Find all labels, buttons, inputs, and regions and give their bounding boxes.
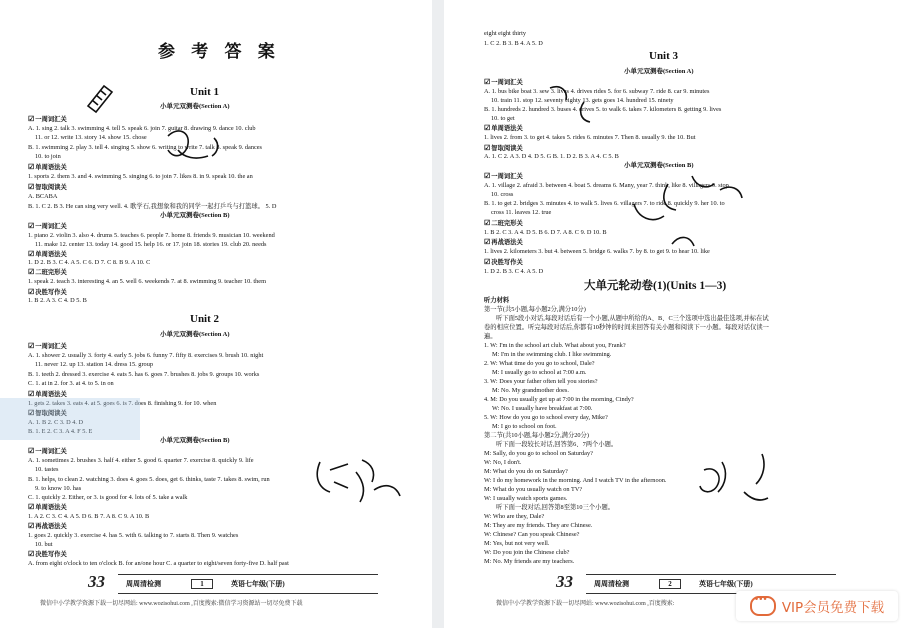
text-line: 3. W: Does your father often tell you stories?	[484, 378, 598, 385]
text-line: 1. B 2. C 3. A 4. D 5. B 6. D 7. A 8. C 9. D 10. B	[484, 229, 607, 236]
text-line: 1. C 2. B 3. B 4. A 5. D	[484, 40, 543, 47]
text-line: 小单元双测卷(Section B)	[624, 162, 694, 169]
page-number: 2	[659, 579, 681, 589]
text-line: 1. sports 2. them 3. and 4. swimming 5. singing 6. to join 7. likes 8. in 9. speak 10. the an	[28, 173, 253, 180]
text-line: Unit 1	[190, 86, 220, 98]
text-line: 10. to get	[491, 115, 515, 122]
text-line: ☑ 一周词汇关	[28, 222, 67, 231]
text-line: 10. tastes	[35, 466, 59, 473]
text-line: A. 1. C 2. A 3. D 4. D 5. G B. 1. D 2. B 3. A 4. C 5. B	[484, 153, 619, 160]
text-line: 听力材料	[484, 297, 510, 304]
footer-brand: 周周清检测	[594, 580, 629, 588]
text-line: A. 1. sometimes 2. brushes 3. half 4. either 5. good 6. quarter 7. exercise 8. quickly 9. life	[28, 457, 254, 464]
footer-subject: 英语七年级(下册)	[231, 580, 285, 588]
text-line: M: No. My grandmother does.	[492, 387, 569, 394]
text-line: A. 1. village 2. afraid 3. between 4. boat 5. dreams 6. Many, year 7. think, like 8. villagers 9. stop	[484, 182, 729, 189]
text-line: ☑ 二班完形关	[28, 268, 67, 277]
text-line: ☑ 一周词汇关	[28, 342, 67, 351]
text-line: M: No. My friends are my teachers.	[484, 558, 575, 565]
text-line: 小单元双测卷(Section B)	[160, 437, 230, 444]
left-page	[0, 0, 432, 628]
text-line: B. 1. swimming 2. play 3. tell 4. singing 5. show 6. writing to write 7. talk 8. speak 9. dances	[28, 144, 263, 151]
text-line: A. 1. sing 2. talk 3. swimming 4. tell 5. speak 6. join 7. guitar 8. drawing 9. dance 10. club	[28, 125, 256, 132]
text-line: W: I do my homework in the morning. And I watch TV in the afternoon.	[484, 477, 667, 484]
text-line: 5. W: How do you go to school every day, Mike?	[484, 414, 608, 421]
text-line: 1. piano 2. violin 3. also 4. drums 5. teaches 6. people 7. home 8. friends 9. musician 10. weekend	[28, 232, 275, 239]
text-line: M: They are my friends. They are Chinese.	[484, 522, 593, 529]
text-line: 1. D 2. B 3. C 4. A 5. C 6. D 7. C 8. B 9. A 10. C	[28, 259, 151, 266]
text-line: B. 1. C 2. B 3. He can sing very well. 4. 歌学石,我想象和我的同学一起打乒乓与打篮球。 5. D	[28, 203, 277, 210]
text-line: ☑ 决胜写作关	[28, 550, 67, 559]
text-line: A. 1. B 2. C 3. D 4. D	[28, 419, 84, 426]
text-line: cross 11. leaves 12. true	[491, 209, 552, 216]
text-line: ☑ 单周语法关	[28, 250, 67, 259]
text-line: 9. to know 10. has	[35, 485, 82, 492]
text-line: 1. goes 2. quickly 3. exercise 4. has 5. with 6. talking to 7. starts 8. Then 9. watches	[28, 532, 239, 539]
text-line: ☑ 一周词汇关	[484, 78, 523, 87]
text-line: 11. or 12. write 13. story 14. show 15. chose	[35, 134, 147, 141]
download-notice: 微信中小学教学资源下载一切尽网站: www.wozisohui.com ,百度搜索:	[496, 601, 675, 607]
text-line: A. BCABA	[28, 193, 58, 200]
vip-download-button[interactable]	[736, 591, 898, 621]
text-line: W: Chinese? Can you speak Chinese?	[484, 531, 580, 538]
brand-logo: 33	[88, 572, 105, 591]
text-line: ☑ 智取阅读关	[28, 183, 67, 192]
text-line: ☑ 单周语法关	[28, 163, 67, 172]
text-line: 4. M: Do you usually get up at 7:00 in the morning, Cindy?	[484, 396, 634, 403]
text-line: ☑ 智取阅读关	[28, 409, 67, 418]
text-line: 1. A 2. C 3. C 4. A 5. D 6. B 7. A 8. C 9. A 10. B	[28, 513, 150, 520]
vip-download-label: VIP会员免费下载	[781, 600, 885, 616]
footer-brand: 周周清检测	[126, 580, 161, 588]
text-line: M: I'm in the swimming club. I like swimming.	[492, 351, 612, 358]
text-line: B. 1. E 2. C 3. A 4. F 5. E	[28, 428, 93, 435]
footer-subject: 英语七年级(下册)	[699, 580, 753, 588]
text-line: M: I usually go to school at 7:00 a.m.	[492, 369, 587, 376]
text-line: M: I go to school on foot.	[492, 423, 557, 430]
text-line: 小单元双测卷(Section B)	[160, 212, 230, 219]
text-line: 2. W: What time do you go to school, Dale?	[484, 360, 595, 367]
text-line: 1. lives 2. kilometers 3. but 4. between 5. bridge 6. walks 7. by 8. to get 9. to hear 10. like	[484, 248, 710, 255]
text-line: M: What do you usually watch on TV?	[484, 486, 583, 493]
text-line: M: Sally, do you go to school on Saturday?	[484, 450, 593, 457]
text-line: 10. train 11. stop 12. seventy eighty 13. gets goes 14. hundred 15. ninety	[491, 97, 674, 104]
text-line: ☑ 决胜写作关	[484, 258, 523, 267]
text-line: 11. make 12. center 13. today 14. good 15. help 16. or 17. join 18. stories 19. club 20. needs	[35, 241, 267, 248]
text-line: 1. speak 2. teach 3. interesting 4. an 5. well 6. weekends 7. at 8. swimming 9. teacher 10. them	[28, 278, 266, 285]
text-line: A. 1. shower 2. usually 3. forty 4. early 5. jobs 6. funny 7. fifty 8. exercises 9. brush 10. night	[28, 352, 264, 359]
text-line: 小单元双测卷(Section A)	[160, 103, 230, 110]
text-line: A. 1. bus bike boat 3. sew 3. lives 4. drives rides 5. for 6. subway 7. ride 8. car 9. minutes	[484, 88, 710, 95]
text-line: ☑ 再战语法关	[484, 238, 523, 247]
right-page	[444, 0, 904, 628]
text-line: 听下面一段对话,回答第8至第10三个小题。	[496, 504, 615, 511]
text-line: 小单元双测卷(Section A)	[624, 68, 694, 75]
text-line: 听下面一段较长对话,回答第6、7两个小题。	[496, 441, 618, 448]
text-line: B. 1. teeth 2. dressed 3. exercise 4. eats 5. has 6. goes 7. brushes 8. jobs 9. groups 10. works	[28, 371, 260, 378]
text-line: 大单元轮动卷(1)(Units 1—3)	[584, 280, 727, 292]
text-line: ☑ 智取阅读关	[484, 144, 523, 153]
text-line: 10. cross	[491, 191, 514, 198]
page-number: 1	[191, 579, 213, 589]
text-line: 1. D 2. B 3. C 4. A 5. D	[484, 268, 544, 275]
text-line: W: Who are they, Dale?	[484, 513, 545, 520]
text-line: 1. B 2. A 3. C 4. D 5. B	[28, 297, 87, 304]
text-line: B. 1. hundreds 2. hundred 3. buses 4. drives 5. to walk 6. takes 7. kilometers 8. getting 9. lives	[484, 106, 722, 113]
text-line: ☑ 一周词汇关	[484, 172, 523, 181]
text-line: 10. but	[35, 541, 53, 548]
text-line: 1. gets 2. takes 3. eats 4. at 5. goes 6. is 7. does 8. finishing 9. for 10. when	[28, 400, 217, 407]
text-line: 听下面5段小对话,每段对话后有一个小题,从题中所给的A、B、C三个选项中选出最佳选项,并标在试	[496, 315, 769, 322]
text-line: ☑ 单周语法关	[484, 124, 523, 133]
text-line: ☑ 再战语法关	[28, 522, 67, 531]
chat-icon	[750, 596, 776, 616]
text-selection-highlight	[0, 398, 140, 440]
text-line: C. 1. at in 2. for 3. at 4. to 5. in on	[28, 380, 114, 387]
text-line: ☑ 单周语法关	[28, 503, 67, 512]
text-line: A. from eight o'clock to ten o'clock B. for an/one hour C. a quarter to eight/seven forty-five D. half past	[28, 560, 289, 567]
text-line: 遍。	[484, 333, 497, 340]
text-line: 小单元双测卷(Section A)	[160, 331, 230, 338]
text-line: M: What do you do on Saturday?	[484, 468, 568, 475]
text-line: 11. never 12. up 13. station 14. dress 15. group	[35, 361, 153, 368]
brand-logo: 33	[556, 572, 573, 591]
text-line: 1. lives 2. from 3. to get 4. takes 5. rides 6. minutes 7. Then 8. usually 9. the 10. But	[484, 134, 696, 141]
text-line: ☑ 单周语法关	[28, 390, 67, 399]
text-line: 第二节(共10小题,每小题2分,满分20分)	[484, 432, 589, 439]
left-footer	[118, 574, 378, 594]
text-line: 1. W: I'm in the school art club. What about you, Frank?	[484, 342, 626, 349]
answer-key-title: 参 考 答 案	[158, 42, 281, 61]
text-line: 卷的相应位置。听完每段对话后,你都有10秒钟的时间来回答有关小题和阅读下一小题。每段对话仅读一	[484, 324, 769, 331]
text-line: 10. to join	[35, 153, 61, 160]
text-line: Unit 2	[190, 313, 220, 325]
text-line: Unit 3	[649, 50, 679, 62]
text-line: eight eight thirty	[484, 30, 526, 37]
text-line: ☑ 一周词汇关	[28, 115, 67, 124]
text-line: B. 1. to get 2. bridges 3. minutes 4. to walk 5. lives 6. villagers 7. to ride 8. quickly 9. her 10. to	[484, 200, 725, 207]
text-line: M: Yes, but not very well.	[484, 540, 550, 547]
text-line: 第一节(共5小题,每小题2分,满分10分)	[484, 306, 586, 313]
download-notice: 微信中小学教学资源下载一切尽网站: www.wozisohui.com ,百度搜索:微信学习资源站一切尽免费下载	[40, 601, 303, 607]
text-line: W: Do you join the Chinese club?	[484, 549, 570, 556]
text-line: W: I usually watch sports games.	[484, 495, 568, 502]
text-line: C. 1. quickly 2. Either, or 3. is good for 4. lots of 5. take a walk	[28, 494, 188, 501]
text-line: W: No, I don't.	[484, 459, 522, 466]
text-line: ☑ 一周词汇关	[28, 447, 67, 456]
text-line: B. 1. helps, to clean 2. watching 3. does 4. goes 5. does, get 6. thinks, taste 7. takes 8. swim, run	[28, 476, 270, 483]
text-line: ☑ 决胜写作关	[28, 288, 67, 297]
text-line: ☑ 二班完形关	[484, 219, 523, 228]
text-line: W: No. I usually have breakfast at 7:00.	[492, 405, 593, 412]
